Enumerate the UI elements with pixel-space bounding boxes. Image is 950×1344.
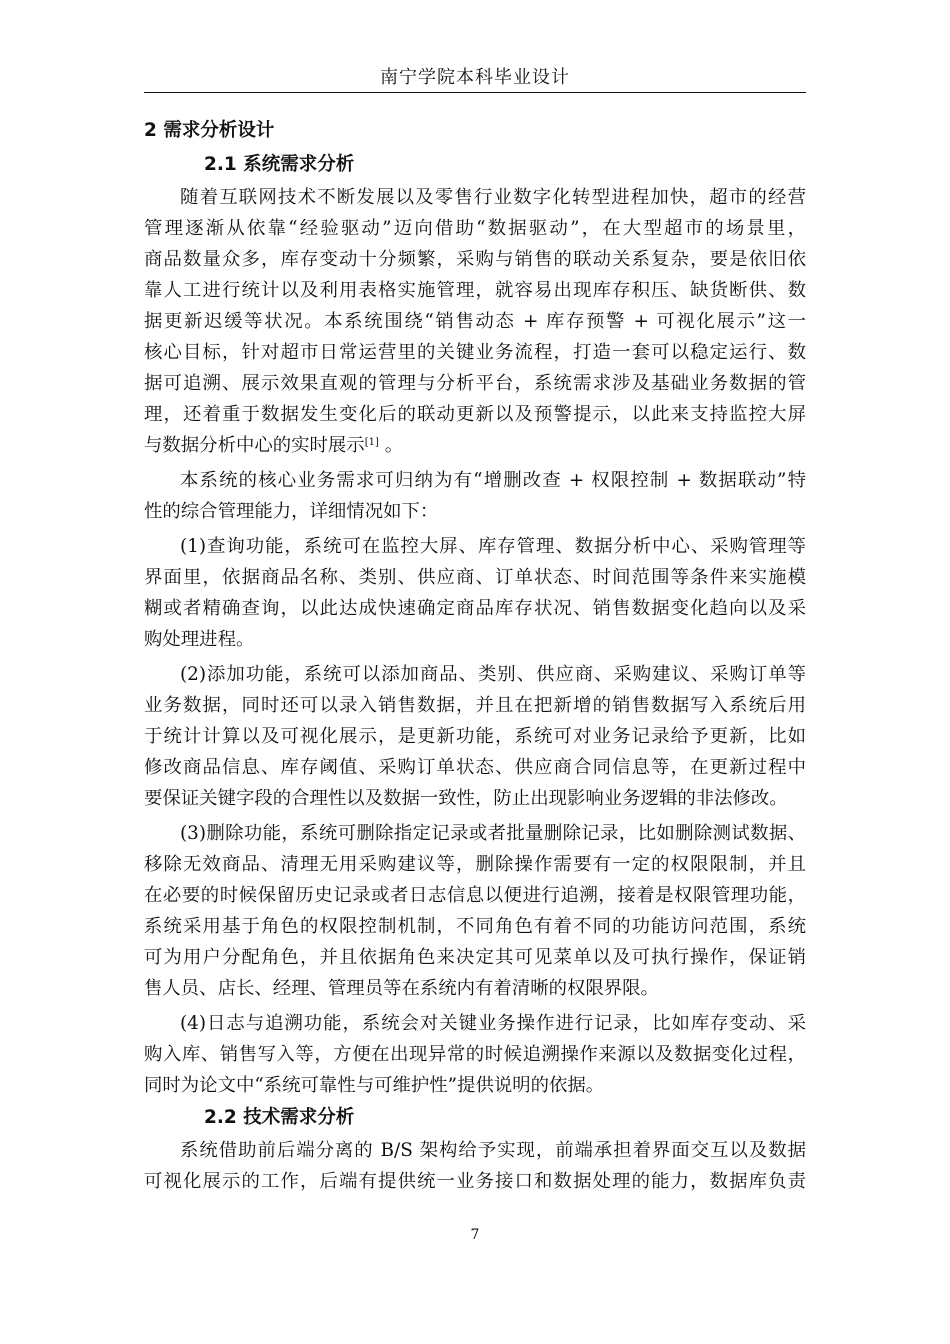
paragraph-line: 修改商品信息、库存阈值、采购订单状态、供应商合同信息等，在更新过程中: [144, 757, 806, 778]
paragraph-line: 售人员、店长、经理、管理员等在系统内有着清晰的权限界限。: [144, 978, 659, 999]
paragraph-line: 靠人工进行统计以及利用表格实施管理，就容易出现库存积压、缺货断供、数: [144, 280, 806, 301]
paragraph-line: 据可追溯、展示效果直观的管理与分析平台，系统需求涉及基础业务数据的管: [144, 373, 806, 394]
paragraph-technical-requirements: [144, 1135, 806, 1197]
paragraph-line: 据更新迟缓等状况。本系统围绕“销售动态 + 库存预警 + 可视化展示”这一: [144, 311, 806, 332]
paragraph-line: 购入库、销售写入等，方便在出现异常的时候追溯操作来源以及数据变化过程，: [144, 1044, 806, 1065]
running-header: 南宁学院本科毕业设计: [380, 67, 570, 88]
list-item-log: [144, 1008, 806, 1101]
paragraph-line: (3)删除功能，系统可删除指定记录或者批量删除记录，比如删除测试数据、: [180, 823, 806, 844]
paragraph-line: 可为用户分配角色，并且依据角色来决定其可见菜单以及可执行操作，保证销: [144, 947, 806, 968]
paragraph-line: 移除无效商品、清理无用采购建议等，删除操作需要有一定的权限限制，并且: [144, 854, 806, 875]
paragraph-line: 随着互联网技术不断发展以及零售行业数字化转型进程加快，超市的经营: [180, 187, 806, 208]
list-item-query: [144, 531, 806, 655]
paragraph-line: [144, 430, 806, 461]
paragraph-line: 界面里，依据商品名称、类别、供应商、订单状态、时间范围等条件来实施模: [144, 567, 806, 588]
page-number: 7: [470, 1227, 480, 1243]
paragraph-line: 在必要的时候保留历史记录或者日志信息以便进行追溯，接着是权限管理功能，: [144, 885, 806, 906]
paragraph-line: 同时为论文中“系统可靠性与可维护性”提供说明的依据。: [144, 1075, 605, 1096]
subsection-heading-2-2: 2.2 技术需求分析: [204, 1107, 355, 1128]
header-rule: [144, 92, 806, 93]
paragraph-text: 与数据分析中心的实时展示: [144, 435, 365, 456]
paragraph-line: 可视化展示的工作，后端有提供统一业务接口和数据处理的能力，数据库负责: [144, 1171, 806, 1192]
paragraph-line: 性的综合管理能力，详细情况如下：: [144, 501, 439, 522]
paragraph-line: (1)查询功能，系统可在监控大屏、库存管理、数据分析中心、采购管理等: [180, 536, 806, 557]
paragraph-line: 于统计计算以及可视化展示，是更新功能，系统可对业务记录给予更新，比如: [144, 726, 806, 747]
paragraph-system-requirements: [144, 182, 806, 461]
list-item-add: [144, 659, 806, 814]
paragraph-core-requirements: [144, 465, 806, 527]
paragraph-line: 糊或者精确查询，以此达成快速确定商品库存状况、销售数据变化趋向以及采: [144, 598, 806, 619]
paragraph-line: 业务数据，同时还可以录入销售数据，并且在把新增的销售数据写入系统后用: [144, 695, 806, 716]
paragraph-line: 系统采用基于角色的权限控制机制，不同角色有着不同的功能访问范围，系统: [144, 916, 806, 937]
paragraph-line: 管理逐渐从依靠“经验驱动”迈向借助“数据驱动”，在大型超市的场景里，: [144, 218, 806, 239]
paragraph-line: (2)添加功能，系统可以添加商品、类别、供应商、采购建议、采购订单等: [180, 664, 806, 685]
page-content: [144, 114, 806, 1197]
paragraph-line: 系统借助前后端分离的 B/S 架构给予实现，前端承担着界面交互以及数据: [180, 1140, 806, 1161]
paragraph-line: 理，还着重于数据发生变化后的联动更新以及预警提示，以此来支持监控大屏: [144, 404, 806, 425]
paragraph-line: 商品数量众多，库存变动十分频繁，采购与销售的联动关系复杂，要是依旧依: [144, 249, 806, 270]
paragraph-line: 购处理进程。: [144, 629, 255, 650]
paragraph-line: 核心目标，针对超市日常运营里的关键业务流程，打造一套可以稳定运行、数: [144, 342, 806, 363]
paragraph-line: 本系统的核心业务需求可归纳为有“增删改查 + 权限控制 + 数据联动”特: [180, 470, 806, 491]
paragraph-line: (4)日志与追溯功能，系统会对关键业务操作进行记录，比如库存变动、采: [180, 1013, 806, 1034]
subsection-heading-2-1: 2.1 系统需求分析: [204, 154, 355, 175]
list-item-delete: [144, 818, 806, 1004]
citation-marker: [1]: [364, 437, 379, 448]
paragraph-end: 。: [378, 435, 404, 456]
section-heading: 2 需求分析设计: [144, 120, 275, 141]
paragraph-line: 要保证关键字段的合理性以及数据一致性，防止出现影响业务逻辑的非法修改。: [144, 788, 788, 809]
